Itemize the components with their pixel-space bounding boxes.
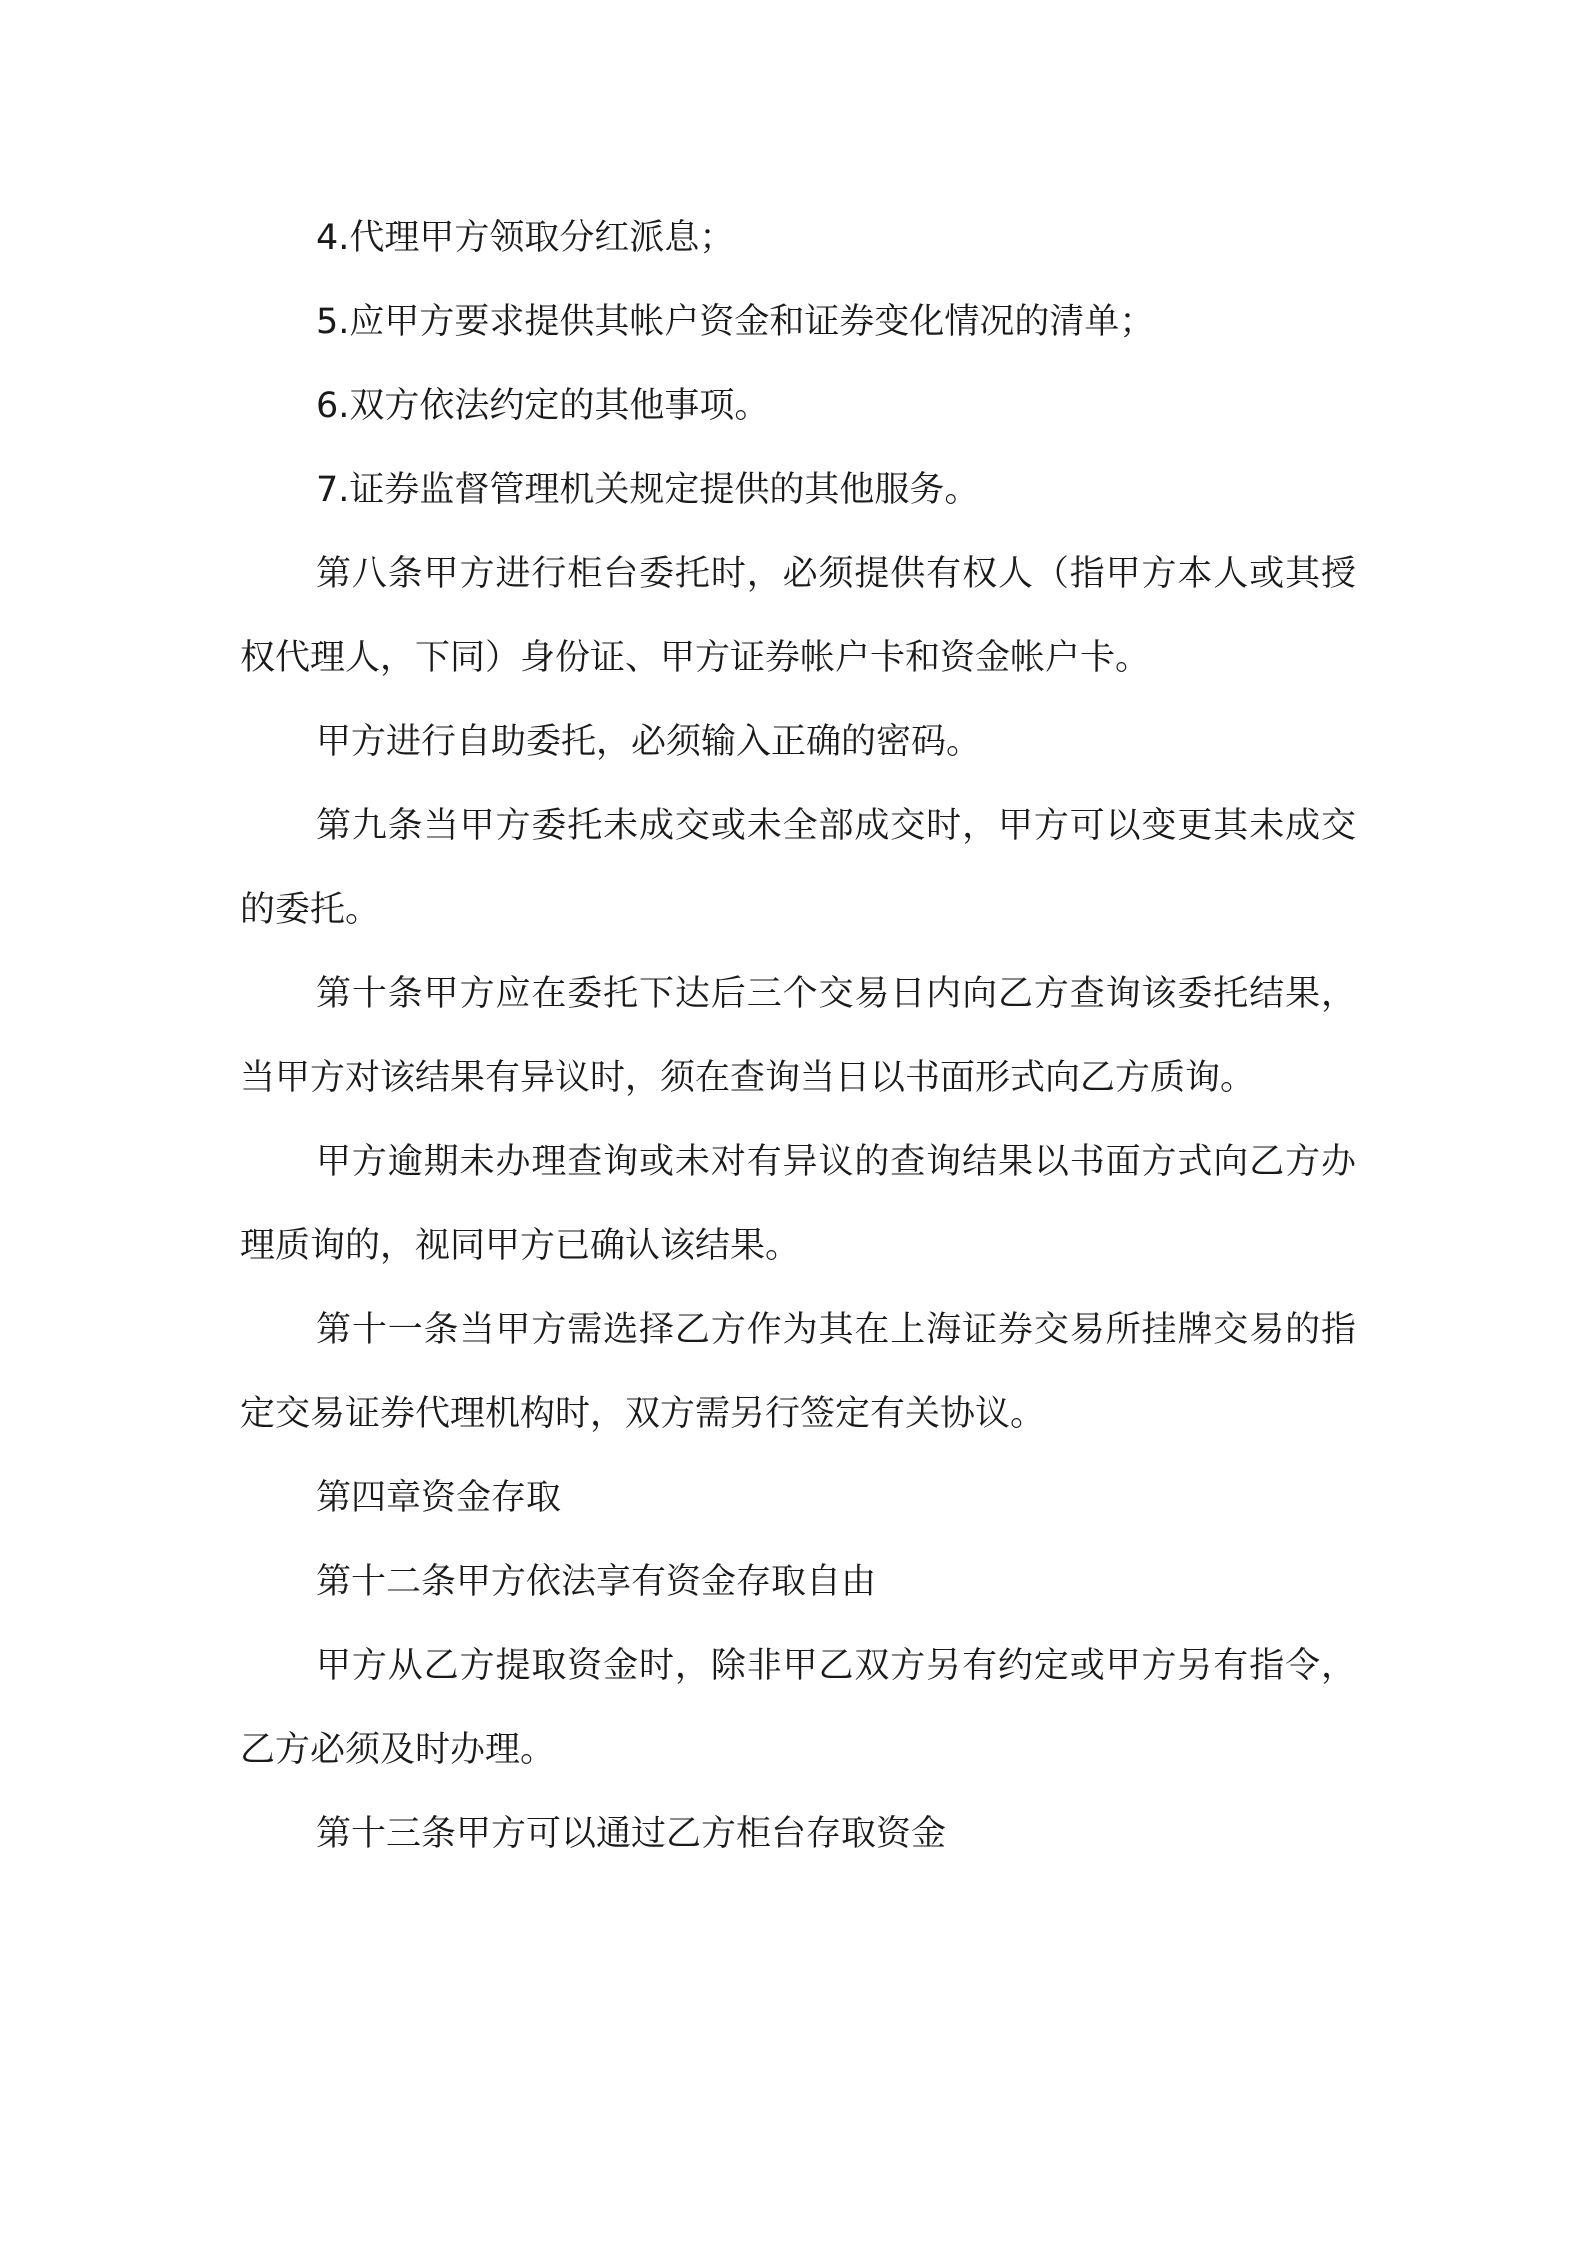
paragraph-item-4: 4.代理甲方领取分红派息； [316,218,735,258]
paragraph-withdrawal: 甲方从乙方提取资金时，除非甲乙双方另有约定或甲方另有指令，乙方必须及时办理。 [240,1646,1356,1770]
paragraph-item-7: 7.证券监督管理机关规定提供的其他服务。 [316,470,980,510]
paragraph-article-9: 第九条当甲方委托未成交或未全部成交时，甲方可以变更其未成交的委托。 [240,806,1356,930]
paragraph-article-8: 第八条甲方进行柜台委托时，必须提供有权人（指甲方本人或其授权代理人，下同）身份证、甲方证券帐户卡和资金帐户卡。 [240,554,1356,678]
paragraph-article-11: 第十一条当甲方需选择乙方作为其在上海证券交易所挂牌交易的指定交易证券代理机构时，双方需另行签定有关协议。 [240,1310,1356,1434]
paragraph-item-6: 6.双方依法约定的其他事项。 [316,386,770,426]
document-body [240,196,1356,1876]
paragraph-article-12: 第十二条甲方依法享有资金存取自由 [316,1562,877,1602]
paragraph-article-13: 第十三条甲方可以通过乙方柜台存取资金 [316,1814,947,1854]
chapter-heading-4: 第四章资金存取 [316,1478,562,1518]
paragraph-article-10: 第十条甲方应在委托下达后三个交易日内向乙方查询该委托结果，当甲方对该结果有异议时，须在查询当日以书面形式向乙方质询。 [240,974,1356,1098]
paragraph-self-service: 甲方进行自助委托，必须输入正确的密码。 [316,722,982,762]
paragraph-overdue-query: 甲方逾期未办理查询或未对有异议的查询结果以书面方式向乙方办理质询的，视同甲方已确认该结果。 [240,1142,1356,1266]
paragraph-item-5: 5.应甲方要求提供其帐户资金和证券变化情况的清单； [316,302,1155,342]
